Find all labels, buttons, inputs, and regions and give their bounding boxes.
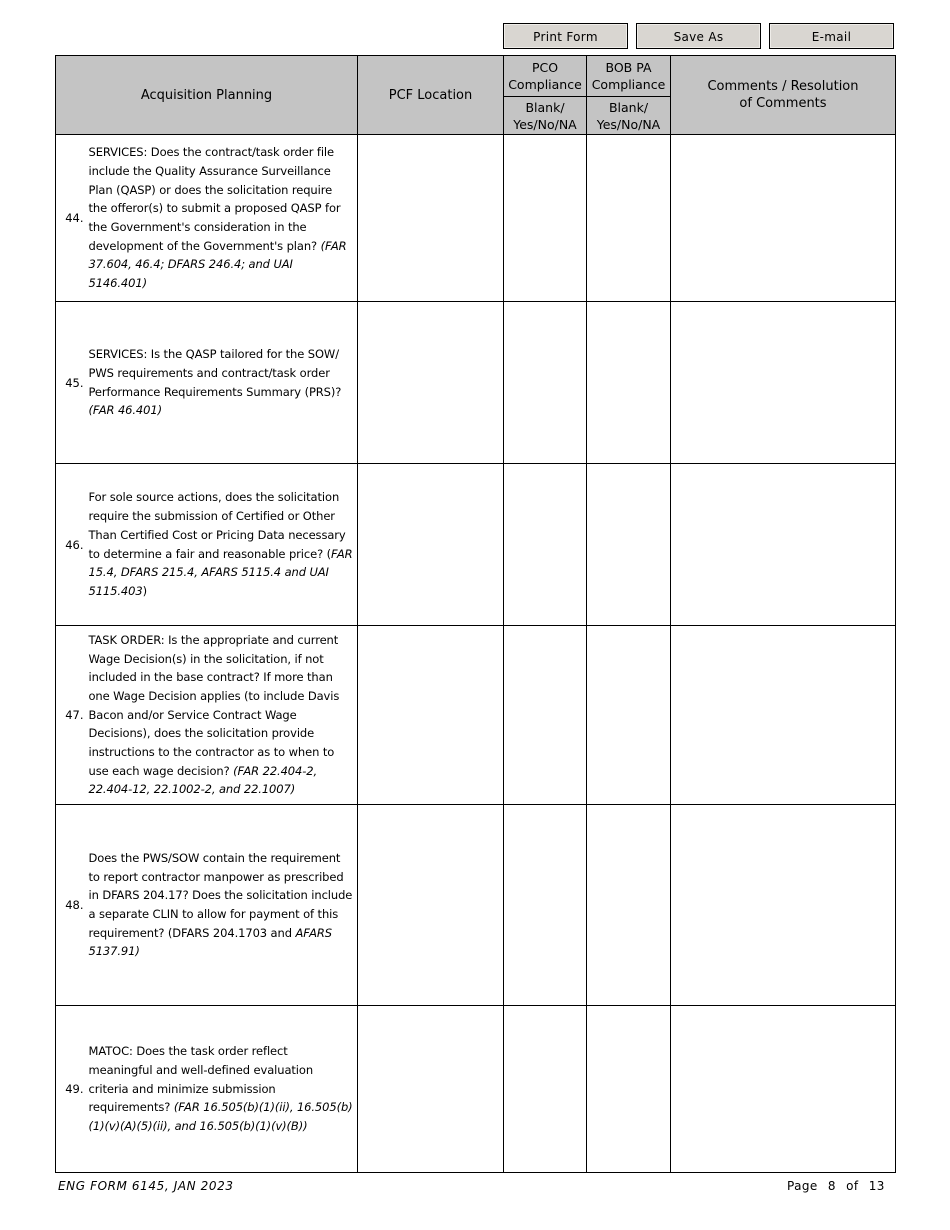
comments-field[interactable] (671, 302, 896, 464)
header-pcf-location: PCF Location (358, 56, 504, 135)
table-row (56, 302, 896, 464)
pco-compliance-field[interactable] (504, 135, 587, 302)
bob-compliance-field[interactable] (587, 302, 671, 464)
question-text: MATOC: Does the task order reflect meaningful and well-defined evaluation criteria and minimize submission requirements? (FAR 16.505(b)(1)(ii), 16.505(b)(1)(v)(A)(5)(ii), and 16.505(b)(1)(v)(B)) (86, 1006, 358, 1173)
comments-field[interactable] (671, 626, 896, 805)
pcf-location-field[interactable] (358, 626, 504, 805)
email-button[interactable]: E-mail (769, 23, 894, 49)
question-text: For sole source actions, does the solicitation require the submission of Certified or Other Than Certified Cost or Pricing Data necessary to determine a fair and reasonable price? (FAR 15.4, DFARS 215.4, AFARS 5115.4 and UAI 5115.403) (86, 464, 358, 626)
question-text: SERVICES: Is the QASP tailored for the SOW/ PWS requirements and contract/task order Performance Requirements Summary (PRS)? (FAR 46.401) (86, 302, 358, 464)
pcf-location-field[interactable] (358, 302, 504, 464)
comments-field[interactable] (671, 805, 896, 1006)
bob-compliance-field[interactable] (587, 464, 671, 626)
pcf-location-field[interactable] (358, 464, 504, 626)
row-number: 48. (56, 805, 86, 1006)
table-row (56, 626, 896, 805)
row-number: 46. (56, 464, 86, 626)
pco-compliance-field[interactable] (504, 805, 587, 1006)
bob-compliance-field[interactable] (587, 1006, 671, 1173)
table-row (56, 1006, 896, 1173)
row-number: 45. (56, 302, 86, 464)
comments-field[interactable] (671, 1006, 896, 1173)
bob-compliance-field[interactable] (587, 626, 671, 805)
row-number: 49. (56, 1006, 86, 1173)
checklist-table (55, 55, 896, 1173)
row-number: 47. (56, 626, 86, 805)
header-pco-answer-key: Blank/ Yes/No/NA (504, 97, 587, 135)
print-form-button[interactable]: Print Form (503, 23, 628, 49)
save-as-button[interactable]: Save As (636, 23, 761, 49)
header-bob-pa-compliance: BOB PA Compliance (587, 56, 671, 97)
pcf-location-field[interactable] (358, 1006, 504, 1173)
header-acquisition-planning: Acquisition Planning (56, 56, 358, 135)
question-text: TASK ORDER: Is the appropriate and current Wage Decision(s) in the solicitation, if not included in the base contract? If more than one Wage Decision applies (to include Davis Bacon and/or Service Contract Wage Decisions), does the solicitation provide instructions to the contractor as to when to use each wage decision? (FAR 22.404-2, 22.404-12, 22.1002-2, and 22.1007) (86, 626, 358, 805)
header-comments: Comments / Resolution of Comments (671, 56, 896, 135)
comments-field[interactable] (671, 464, 896, 626)
table-row (56, 464, 896, 626)
pco-compliance-field[interactable] (504, 626, 587, 805)
pco-compliance-field[interactable] (504, 1006, 587, 1173)
form-number: ENG FORM 6145, JAN 2023 (58, 1179, 234, 1193)
row-number: 44. (56, 135, 86, 302)
page-indicator: Page 8 of 13 (787, 1179, 885, 1193)
question-text: SERVICES: Does the contract/task order file include the Quality Assurance Surveillance Plan (QASP) or does the solicitation require the offeror(s) to submit a proposed QASP for the Government's consideration in the development of the Government's plan? (FAR 37.604, 46.4; DFARS 246.4; and UAI 5146.401) (86, 135, 358, 302)
pco-compliance-field[interactable] (504, 302, 587, 464)
table-row (56, 135, 896, 302)
header-pco-compliance: PCO Compliance (504, 56, 587, 97)
bob-compliance-field[interactable] (587, 135, 671, 302)
bob-compliance-field[interactable] (587, 805, 671, 1006)
question-text: Does the PWS/SOW contain the requirement to report contractor manpower as prescribed in DFARS 204.17? Does the solicitation include a separate CLIN to allow for payment of this requirement? (DFARS 204.1703 and AFARS 5137.91) (86, 805, 358, 1006)
table-row (56, 805, 896, 1006)
header-bob-answer-key: Blank/ Yes/No/NA (587, 97, 671, 135)
pcf-location-field[interactable] (358, 805, 504, 1006)
pco-compliance-field[interactable] (504, 464, 587, 626)
comments-field[interactable] (671, 135, 896, 302)
pcf-location-field[interactable] (358, 135, 504, 302)
